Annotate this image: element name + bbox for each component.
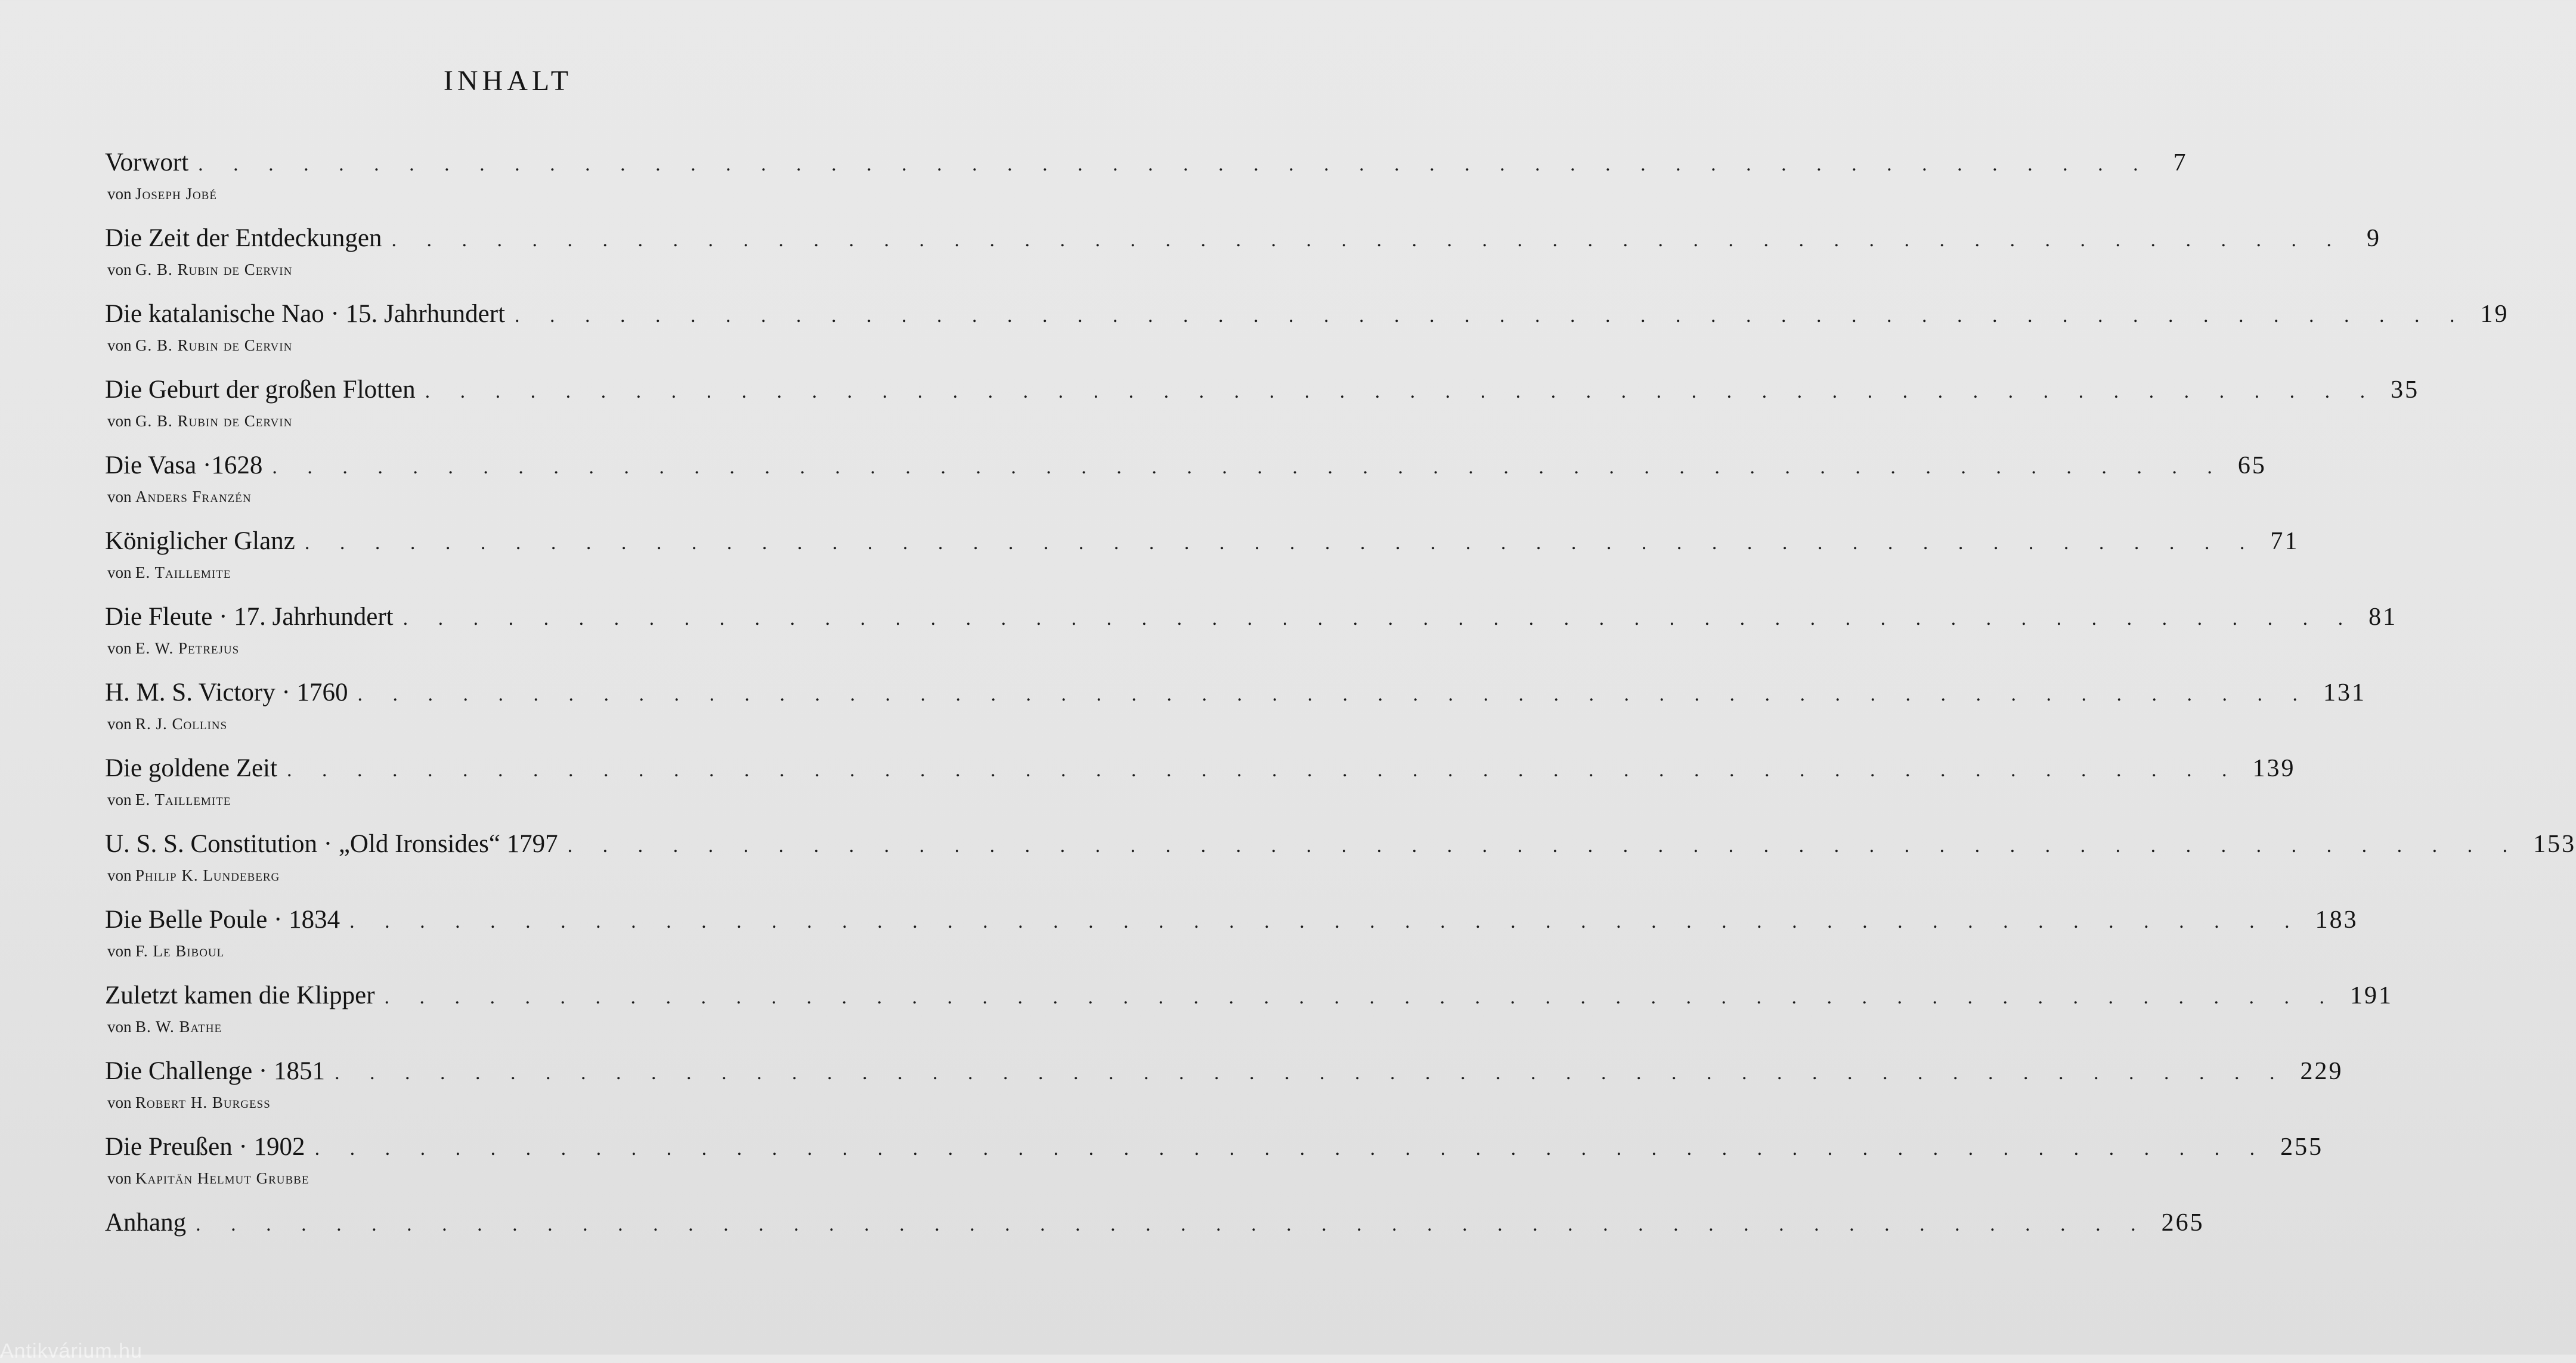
dot-leader: . . . . . . . . . . . . . . . . . . . . . . . . . . . . . . . . . . . . . . . . . . . . . . . . . . . . . . . . bbox=[286, 759, 2240, 781]
toc-entry-author bbox=[107, 1169, 900, 1188]
author-prefix: von bbox=[107, 185, 132, 203]
toc-entry-page: 183 bbox=[2315, 906, 2358, 934]
author-name: Robert H. Burgess bbox=[135, 1094, 271, 1111]
toc-entry-title: Vorwort bbox=[105, 148, 189, 176]
toc-entry-title: U. S. S. Constitution · „Old Ironsides“ 1797 bbox=[105, 830, 558, 858]
toc-entry-author bbox=[107, 185, 900, 203]
toc-entry bbox=[105, 299, 2509, 375]
toc-entry-line bbox=[105, 1057, 2343, 1094]
toc-entry-line bbox=[105, 905, 2358, 942]
watermark: Antikvárium.hu bbox=[0, 1340, 143, 1362]
toc-entry-author bbox=[107, 261, 900, 279]
dot-leader: . . . . . . . . . . . . . . . . . . . . . . . . . . . . . . . . . . . . . . . . . . . . . . . . . . . . . . . . bbox=[335, 1062, 2287, 1084]
toc-entry-author bbox=[107, 1018, 900, 1036]
author-prefix: von bbox=[107, 639, 132, 657]
toc-entry-page: 35 bbox=[2391, 376, 2420, 404]
dot-leader: . . . . . . . . . . . . . . . . . . . . . . . . . . . . . . . . . . . . . . . . . . . . . . . . . . . . . . . . bbox=[567, 835, 2521, 857]
toc-entry bbox=[105, 1057, 2343, 1132]
toc-entry bbox=[105, 678, 2367, 754]
toc-entry-title: Die Vasa ·1628 bbox=[105, 451, 263, 479]
toc-entry-title: H. M. S. Victory · 1760 bbox=[105, 679, 348, 707]
author-name: R. J. Collins bbox=[135, 715, 228, 733]
toc-entry-line bbox=[105, 224, 2381, 261]
dot-leader: . . . . . . . . . . . . . . . . . . . . . . . . . . . . . . . . . . . . . . . . . . . . . . . . . . . . . . . . bbox=[391, 229, 2344, 251]
author-prefix: von bbox=[107, 791, 132, 808]
dot-leader: . . . . . . . . . . . . . . . . . . . . . . . . . . . . . . . . . . . . . . . . . . . . . . . . . . . . . . . . bbox=[196, 1213, 2148, 1235]
author-name: E. Taillemite bbox=[135, 563, 231, 581]
dot-leader: . . . . . . . . . . . . . . . . . . . . . . . . . . . . . . . . . . . . . . . . . . . . . . . . . . . . . . . . bbox=[272, 456, 2225, 478]
toc-entry-page: 153 bbox=[2533, 831, 2576, 858]
toc-entry-page: 191 bbox=[2350, 982, 2394, 1009]
dot-leader: . . . . . . . . . . . . . . . . . . . . . . . . . . . . . . . . . . . . . . . . . . . . . . . . . . . . . . . . bbox=[314, 1138, 2268, 1160]
toc-entry-title: Die katalanische Nao · 15. Jahrhundert bbox=[105, 300, 506, 328]
toc-entry-author bbox=[107, 866, 900, 885]
author-prefix: von bbox=[107, 715, 132, 733]
toc-entry-line bbox=[105, 451, 2267, 488]
toc-entry-author bbox=[107, 791, 900, 809]
author-prefix: von bbox=[107, 412, 132, 430]
toc-entry-title: Die Fleute · 17. Jahrhundert bbox=[105, 603, 394, 631]
author-prefix: von bbox=[107, 1094, 132, 1111]
author-prefix: von bbox=[107, 563, 132, 581]
toc-entry-page: 81 bbox=[2368, 603, 2398, 631]
toc-entry-page: 229 bbox=[2300, 1058, 2343, 1085]
toc-entry-line bbox=[105, 1132, 2324, 1169]
toc-entry-author bbox=[107, 1094, 900, 1112]
author-name: B. W. Bathe bbox=[135, 1018, 222, 1036]
author-name: G. B. Rubin de Cervin bbox=[135, 261, 293, 278]
toc-entry bbox=[105, 148, 2188, 224]
dot-leader: . . . . . . . . . . . . . . . . . . . . . . . . . . . . . . . . . . . . . . . . . . . . . . . . . . . . . . . . bbox=[349, 910, 2302, 933]
toc-entry-line bbox=[105, 375, 2420, 412]
author-name: Philip K. Lundeberg bbox=[135, 866, 280, 884]
dot-leader: . . . . . . . . . . . . . . . . . . . . . . . . . . . . . . . . . . . . . . . . . . . . . . . . . . . . . . . . bbox=[198, 153, 2151, 175]
toc-entry-page: 265 bbox=[2161, 1209, 2205, 1237]
toc-entry-line bbox=[105, 526, 2299, 563]
toc-entry-line bbox=[105, 299, 2509, 336]
dot-leader: . . . . . . . . . . . . . . . . . . . . . . . . . . . . . . . . . . . . . . . . . . . . . . . . . . . . . . . . bbox=[425, 380, 2378, 402]
author-prefix: von bbox=[107, 942, 132, 960]
author-prefix: von bbox=[107, 1018, 132, 1036]
toc-entry bbox=[105, 829, 2576, 905]
toc-entry-line bbox=[105, 981, 2394, 1018]
dot-leader: . . . . . . . . . . . . . . . . . . . . . . . . . . . . . . . . . . . . . . . . . . . . . . . . . . . . . . . . bbox=[384, 986, 2337, 1008]
toc-entry-title: Die Challenge · 1851 bbox=[105, 1057, 325, 1085]
toc-entry-title: Die Belle Poule · 1834 bbox=[105, 906, 340, 934]
toc-entry-page: 131 bbox=[2323, 679, 2367, 707]
author-name: E. W. Petrejus bbox=[135, 639, 240, 657]
toc-entry-line bbox=[105, 148, 2188, 185]
toc-entry-title: Königlicher Glanz bbox=[105, 527, 295, 555]
table-of-contents bbox=[105, 148, 2576, 1284]
author-name: F. Le Biboul bbox=[135, 942, 225, 960]
dot-leader: . . . . . . . . . . . . . . . . . . . . . . . . . . . . . . . . . . . . . . . . . . . . . . . . . . . . . . . . bbox=[304, 532, 2258, 554]
toc-entry-author bbox=[107, 715, 900, 733]
toc-entry bbox=[105, 602, 2398, 678]
author-prefix: von bbox=[107, 1169, 132, 1187]
toc-entry-author bbox=[107, 639, 900, 658]
toc-entry-page: 9 bbox=[2366, 225, 2381, 252]
author-name: Joseph Jobé bbox=[135, 185, 217, 203]
toc-entry-author bbox=[107, 488, 900, 506]
toc-entry-page: 139 bbox=[2252, 755, 2296, 782]
author-name: G. B. Rubin de Cervin bbox=[135, 336, 293, 354]
toc-entry-title: Die Preußen · 1902 bbox=[105, 1133, 305, 1161]
toc-entry bbox=[105, 905, 2358, 981]
toc-entry-line bbox=[105, 602, 2398, 639]
toc-entry-author bbox=[107, 942, 900, 961]
author-name: G. B. Rubin de Cervin bbox=[135, 412, 293, 430]
toc-entry-title: Die Geburt der großen Flotten bbox=[105, 376, 416, 404]
toc-entry-title: Die goldene Zeit bbox=[105, 754, 277, 782]
author-name: E. Taillemite bbox=[135, 791, 231, 808]
toc-entry-author bbox=[107, 563, 900, 582]
dot-leader: . . . . . . . . . . . . . . . . . . . . . . . . . . . . . . . . . . . . . . . . . . . . . . . . . . . . . . . . bbox=[515, 305, 2467, 327]
toc-entry-line bbox=[105, 1208, 2205, 1245]
toc-entry-page: 7 bbox=[2173, 149, 2188, 176]
toc-entry bbox=[105, 1208, 2205, 1284]
author-prefix: von bbox=[107, 488, 132, 506]
author-prefix: von bbox=[107, 336, 132, 354]
author-prefix: von bbox=[107, 261, 132, 278]
toc-entry bbox=[105, 451, 2267, 526]
toc-entry-title: Anhang bbox=[105, 1209, 187, 1237]
toc-entry bbox=[105, 981, 2394, 1057]
toc-entry-line bbox=[105, 678, 2367, 715]
toc-entry-author bbox=[107, 336, 900, 355]
author-name: Kapitän Helmut Grubbe bbox=[135, 1169, 309, 1187]
toc-entry-title: Die Zeit der Entdeckungen bbox=[105, 224, 382, 252]
toc-entry-page: 255 bbox=[2280, 1133, 2324, 1161]
toc-entry-page: 65 bbox=[2237, 452, 2267, 479]
toc-entry bbox=[105, 526, 2299, 602]
toc-entry bbox=[105, 224, 2381, 299]
dot-leader: . . . . . . . . . . . . . . . . . . . . . . . . . . . . . . . . . . . . . . . . . . . . . . . . . . . . . . . . bbox=[402, 608, 2356, 630]
page-title: INHALT bbox=[443, 65, 573, 97]
toc-entry-line bbox=[105, 829, 2576, 866]
toc-entry bbox=[105, 1132, 2324, 1208]
toc-entry-page: 71 bbox=[2270, 528, 2299, 555]
toc-entry-title: Zuletzt kamen die Klipper bbox=[105, 981, 375, 1009]
toc-entry-author bbox=[107, 412, 900, 430]
author-name: Anders Franzén bbox=[135, 488, 252, 506]
toc-entry-line bbox=[105, 754, 2296, 791]
toc-entry-page: 19 bbox=[2480, 301, 2509, 328]
toc-entry bbox=[105, 375, 2420, 451]
dot-leader: . . . . . . . . . . . . . . . . . . . . . . . . . . . . . . . . . . . . . . . . . . . . . . . . . . . . . . . . bbox=[357, 683, 2311, 705]
toc-entry bbox=[105, 754, 2296, 829]
author-prefix: von bbox=[107, 866, 132, 884]
